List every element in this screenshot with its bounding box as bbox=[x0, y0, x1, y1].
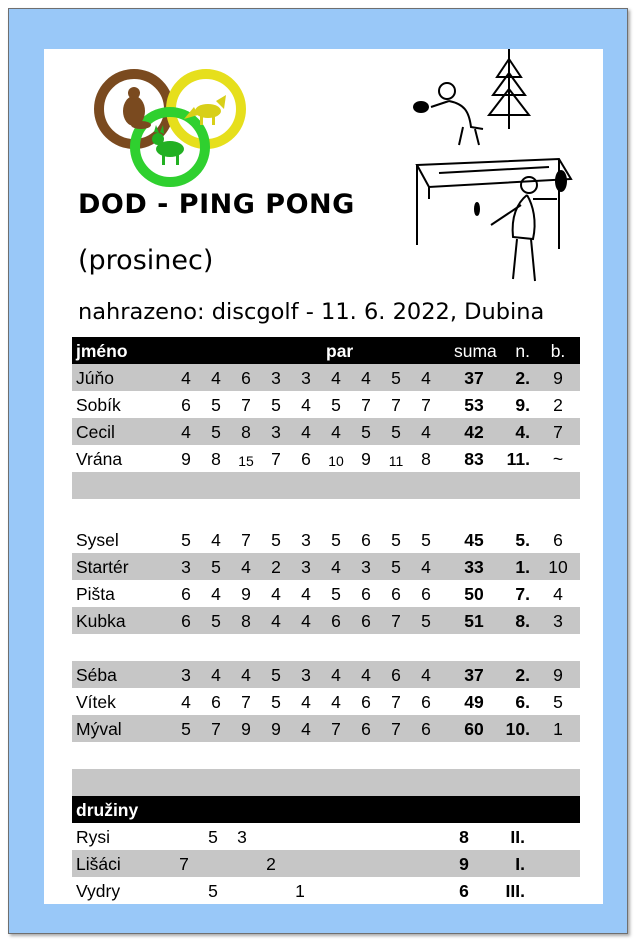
hole-score: 9 bbox=[271, 719, 281, 739]
player-name: Séba bbox=[76, 665, 117, 685]
player-name: Júňo bbox=[76, 368, 114, 388]
total-score: 50 bbox=[464, 584, 484, 604]
total-score: 60 bbox=[464, 719, 484, 739]
header-par: par bbox=[326, 341, 354, 361]
team-name: Lišáci bbox=[76, 854, 121, 874]
hole-score: 5 bbox=[211, 395, 221, 415]
team-row bbox=[72, 877, 580, 904]
rank: 9. bbox=[515, 395, 530, 415]
points: 4 bbox=[553, 584, 563, 604]
team-score: 2 bbox=[266, 854, 276, 874]
hole-score: 3 bbox=[271, 368, 281, 388]
hole-score: 6 bbox=[301, 449, 311, 469]
rank: 5. bbox=[515, 530, 530, 550]
hole-score: 3 bbox=[181, 665, 191, 685]
tree-icon bbox=[489, 49, 529, 129]
hole-score: 3 bbox=[181, 557, 191, 577]
hole-score: 7 bbox=[391, 611, 401, 631]
hole-score: 4 bbox=[301, 611, 311, 631]
hole-score: 7 bbox=[421, 395, 431, 415]
hole-score: 5 bbox=[391, 422, 401, 442]
hole-score: 8 bbox=[241, 422, 251, 442]
points: 10 bbox=[548, 557, 568, 577]
hole-score: 8 bbox=[421, 449, 431, 469]
hole-score: 6 bbox=[331, 611, 341, 631]
team-total: 8 bbox=[459, 827, 469, 847]
hole-score: 4 bbox=[181, 692, 191, 712]
table-row bbox=[72, 607, 580, 634]
hole-score: 4 bbox=[421, 665, 431, 685]
player-name: Sobík bbox=[76, 395, 121, 415]
hole-score: 7 bbox=[241, 395, 251, 415]
ball-icon bbox=[475, 203, 479, 215]
hole-score: 3 bbox=[301, 557, 311, 577]
team-score: 3 bbox=[237, 827, 247, 847]
teams-header: družiny bbox=[76, 800, 139, 820]
team-name: Rysi bbox=[76, 827, 111, 847]
points: 5 bbox=[553, 692, 563, 712]
hole-score: 5 bbox=[421, 530, 431, 550]
player-name: Vítek bbox=[76, 692, 116, 712]
player-name: Sysel bbox=[76, 530, 119, 550]
hole-score: 5 bbox=[211, 422, 221, 442]
hole-score: 7 bbox=[241, 692, 251, 712]
olympic-rings-logo bbox=[76, 59, 246, 189]
hole-score: 6 bbox=[241, 368, 251, 388]
points: 9 bbox=[553, 665, 563, 685]
hole-score: 6 bbox=[421, 692, 431, 712]
hole-score: 6 bbox=[361, 692, 371, 712]
top-player-figure bbox=[414, 83, 483, 145]
hole-score: 3 bbox=[301, 368, 311, 388]
hole-score: 5 bbox=[331, 584, 341, 604]
hole-score: 4 bbox=[361, 368, 371, 388]
hole-score: 6 bbox=[211, 692, 221, 712]
hole-score: 4 bbox=[421, 368, 431, 388]
hole-score: 4 bbox=[331, 557, 341, 577]
header-name: jméno bbox=[76, 341, 128, 361]
hole-score: 4 bbox=[211, 665, 221, 685]
team-total: 9 bbox=[459, 854, 469, 874]
total-score: 53 bbox=[464, 395, 484, 415]
table-row bbox=[72, 553, 580, 580]
team-row bbox=[72, 823, 580, 850]
hole-score: 3 bbox=[271, 422, 281, 442]
hole-score: 4 bbox=[241, 665, 251, 685]
player-rows bbox=[72, 364, 580, 796]
spacer-row bbox=[72, 472, 580, 499]
hole-score: 5 bbox=[271, 395, 281, 415]
table-row bbox=[72, 526, 580, 553]
table-icon bbox=[417, 159, 571, 249]
hole-score: 6 bbox=[181, 584, 191, 604]
table-row bbox=[72, 715, 580, 742]
player-name: Mýval bbox=[76, 719, 122, 739]
hole-score: 6 bbox=[391, 584, 401, 604]
hole-score: 9 bbox=[181, 449, 191, 469]
hole-score: 4 bbox=[361, 665, 371, 685]
hole-score: 4 bbox=[181, 422, 191, 442]
hole-score: 6 bbox=[391, 665, 401, 685]
total-score: 83 bbox=[464, 449, 484, 469]
rank: 1. bbox=[515, 557, 530, 577]
hole-score: 4 bbox=[271, 611, 281, 631]
hole-score: 8 bbox=[211, 449, 221, 469]
replacement-note: nahrazeno: discgolf - 11. 6. 2022, Dubina bbox=[78, 299, 545, 325]
hole-score: 6 bbox=[361, 584, 371, 604]
hole-score: 5 bbox=[271, 692, 281, 712]
points: 3 bbox=[553, 611, 563, 631]
bottom-player-figure bbox=[491, 171, 566, 281]
hole-score: 5 bbox=[391, 368, 401, 388]
hole-score: 5 bbox=[421, 611, 431, 631]
hole-score: 5 bbox=[331, 530, 341, 550]
hole-score: 4 bbox=[301, 422, 311, 442]
player-name: Startér bbox=[76, 557, 129, 577]
hole-score: 5 bbox=[181, 719, 191, 739]
hole-score: 4 bbox=[331, 692, 341, 712]
team-place: III. bbox=[505, 881, 525, 901]
hole-score: 4 bbox=[421, 557, 431, 577]
rank: 6. bbox=[515, 692, 530, 712]
hole-score: 4 bbox=[211, 530, 221, 550]
rank: 10. bbox=[505, 719, 530, 739]
rank: 2. bbox=[515, 368, 530, 388]
player-name: Cecil bbox=[76, 422, 115, 442]
hole-score: 4 bbox=[421, 422, 431, 442]
page-frame bbox=[8, 8, 628, 934]
hole-score: 6 bbox=[181, 395, 191, 415]
player-name: Kubka bbox=[76, 611, 126, 631]
total-score: 45 bbox=[464, 530, 484, 550]
hole-score: 4 bbox=[211, 368, 221, 388]
rank: 2. bbox=[515, 665, 530, 685]
hole-score: 11 bbox=[388, 453, 404, 469]
team-score: 1 bbox=[295, 881, 305, 901]
player-name: Vrána bbox=[76, 449, 123, 469]
table-row bbox=[72, 661, 580, 688]
team-score: 7 bbox=[179, 854, 189, 874]
hole-score: 15 bbox=[238, 453, 254, 469]
table-row bbox=[72, 445, 580, 472]
hole-score: 7 bbox=[331, 719, 341, 739]
hole-score: 9 bbox=[241, 719, 251, 739]
teams-header-row bbox=[72, 796, 580, 823]
total-score: 49 bbox=[464, 692, 484, 712]
beaver-icon bbox=[123, 87, 151, 129]
hole-score: 5 bbox=[211, 611, 221, 631]
hole-score: 4 bbox=[301, 395, 311, 415]
hole-score: 4 bbox=[301, 692, 311, 712]
spacer-row bbox=[72, 634, 580, 661]
hole-score: 6 bbox=[361, 530, 371, 550]
hole-score: 7 bbox=[391, 395, 401, 415]
hole-score: 7 bbox=[211, 719, 221, 739]
table-row bbox=[72, 580, 580, 607]
hole-score: 5 bbox=[391, 530, 401, 550]
hole-score: 4 bbox=[331, 368, 341, 388]
ping-pong-players-drawing bbox=[409, 49, 579, 289]
total-score: 33 bbox=[464, 557, 484, 577]
team-rows bbox=[72, 823, 580, 904]
rank: 8. bbox=[515, 611, 530, 631]
hole-score: 4 bbox=[301, 584, 311, 604]
points: 7 bbox=[553, 422, 563, 442]
hole-score: 8 bbox=[241, 611, 251, 631]
rank: 4. bbox=[515, 422, 530, 442]
table-header-row bbox=[72, 337, 580, 364]
points: 2 bbox=[553, 395, 563, 415]
results-table bbox=[72, 337, 580, 904]
header-n: n. bbox=[515, 341, 530, 361]
team-row bbox=[72, 850, 580, 877]
header-sum: suma bbox=[454, 341, 497, 361]
hole-score: 5 bbox=[211, 557, 221, 577]
points: 1 bbox=[553, 719, 563, 739]
hole-score: 7 bbox=[241, 530, 251, 550]
points: 9 bbox=[553, 368, 563, 388]
hole-score: 9 bbox=[361, 449, 371, 469]
results-card bbox=[44, 49, 603, 904]
table-row bbox=[72, 391, 580, 418]
hole-score: 6 bbox=[421, 584, 431, 604]
hole-score: 7 bbox=[391, 719, 401, 739]
hole-score: 7 bbox=[271, 449, 281, 469]
team-score: 5 bbox=[208, 881, 218, 901]
header-b: b. bbox=[550, 341, 566, 361]
total-score: 37 bbox=[464, 368, 484, 388]
hole-score: 9 bbox=[241, 584, 251, 604]
total-score: 37 bbox=[464, 665, 484, 685]
total-score: 42 bbox=[464, 422, 484, 442]
hole-score: 6 bbox=[421, 719, 431, 739]
hole-score: 5 bbox=[271, 665, 281, 685]
hole-score: 5 bbox=[181, 530, 191, 550]
hole-score: 5 bbox=[361, 422, 371, 442]
hole-score: 6 bbox=[361, 611, 371, 631]
table-row bbox=[72, 688, 580, 715]
hole-score: 4 bbox=[211, 584, 221, 604]
hole-score: 2 bbox=[271, 557, 281, 577]
points: ~ bbox=[552, 449, 564, 469]
hole-score: 7 bbox=[391, 692, 401, 712]
spacer-row bbox=[72, 769, 580, 796]
hole-score: 5 bbox=[271, 530, 281, 550]
spacer-row bbox=[72, 499, 580, 526]
hole-score: 4 bbox=[181, 368, 191, 388]
total-score: 51 bbox=[464, 611, 484, 631]
hole-score: 4 bbox=[241, 557, 251, 577]
page-title: DOD - PING PONG bbox=[78, 189, 355, 220]
hole-score: 7 bbox=[361, 395, 371, 415]
hole-score: 3 bbox=[361, 557, 371, 577]
team-place: I. bbox=[515, 854, 525, 874]
spacer-row bbox=[72, 742, 580, 769]
hole-score: 5 bbox=[391, 557, 401, 577]
team-score: 5 bbox=[208, 827, 218, 847]
table-row bbox=[72, 418, 580, 445]
hole-score: 4 bbox=[301, 719, 311, 739]
hole-score: 6 bbox=[181, 611, 191, 631]
hole-score: 6 bbox=[361, 719, 371, 739]
rank: 11. bbox=[506, 449, 530, 469]
hole-score: 4 bbox=[331, 665, 341, 685]
team-name: Vydry bbox=[76, 881, 121, 901]
hole-score: 4 bbox=[331, 422, 341, 442]
hole-score: 4 bbox=[271, 584, 281, 604]
points: 6 bbox=[553, 530, 563, 550]
table-row bbox=[72, 364, 580, 391]
hole-score: 3 bbox=[301, 530, 311, 550]
hole-score: 3 bbox=[301, 665, 311, 685]
team-place: II. bbox=[510, 827, 525, 847]
page-subtitle: (prosinec) bbox=[78, 245, 214, 276]
hole-score: 5 bbox=[331, 395, 341, 415]
rank: 7. bbox=[515, 584, 530, 604]
hole-score: 10 bbox=[328, 453, 344, 469]
team-total: 6 bbox=[459, 881, 469, 901]
player-name: Pišta bbox=[76, 584, 115, 604]
